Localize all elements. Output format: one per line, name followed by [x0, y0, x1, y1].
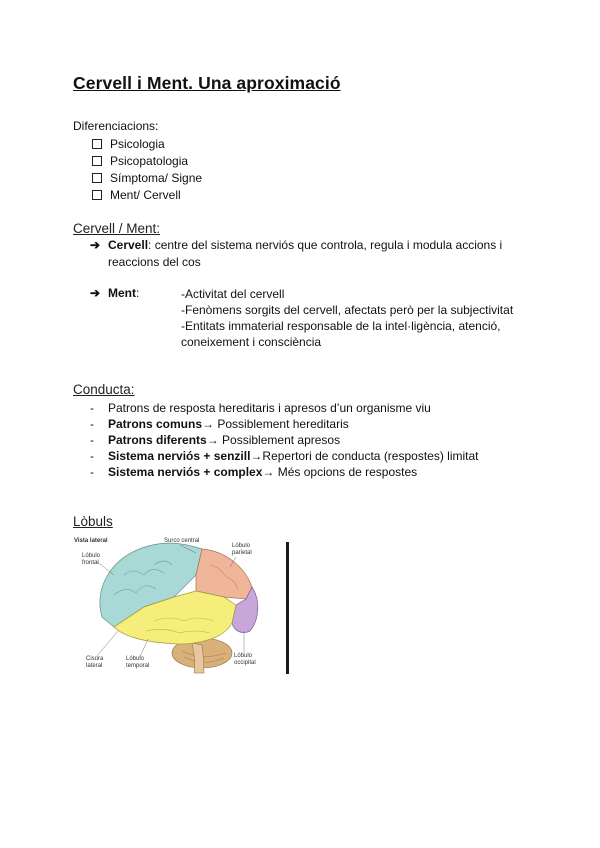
list-item-text: → Possiblement hereditaris [202, 417, 349, 431]
list-item-label: Símptoma/ Signe [110, 171, 203, 185]
cervell-def-line-1: : centre del sistema nerviós que controla, regula i modula accions i [148, 238, 503, 252]
list-item-bold: Patrons comuns [108, 417, 203, 431]
list-item [90, 449, 479, 463]
figure-label-parietal: Lóbulo parietal [232, 543, 252, 556]
figure-label-cisura: Cisura lateral [86, 656, 104, 669]
checkbox-icon [92, 139, 102, 149]
dash-bullet: - [90, 449, 94, 463]
checkbox-icon [92, 173, 102, 183]
list-item-text: →Repertori de conducta (respostes) limitat [250, 449, 479, 463]
checkbox-icon [92, 156, 102, 166]
figure-label-temporal: Lóbulo temporal [126, 656, 150, 669]
list-item [90, 401, 431, 415]
dash-bullet: - [90, 401, 94, 415]
ment-def-line: coneixement i consciència [181, 335, 322, 349]
list-item-bold: Sistema nerviós + senzill [108, 449, 251, 463]
ment-def-line: -Activitat del cervell [181, 287, 285, 301]
list-item-label: Psicopatologia [110, 154, 189, 168]
ment-colon: : [136, 286, 140, 300]
ment-def-line: -Fenòmens sorgits del cervell, afectats però per la subjectivitat [181, 303, 514, 317]
list-item-text: → Possiblement apresos [206, 433, 341, 447]
list-item [90, 417, 349, 431]
image-edge-line [286, 542, 289, 674]
brain-figure [74, 535, 274, 675]
list-item [92, 154, 188, 168]
list-item-bold: Sistema nerviós + complex [108, 465, 263, 479]
section-heading-lobuls: Lòbuls [73, 514, 113, 529]
ment-term: Ment [108, 286, 136, 300]
list-item [92, 188, 181, 202]
dash-bullet: - [90, 465, 94, 479]
list-item-label: Ment/ Cervell [110, 188, 181, 202]
list-item-bold: Patrons diferents [108, 433, 207, 447]
ment-definition [90, 286, 139, 300]
figure-label-surco: Surco central [164, 538, 200, 544]
list-item [90, 465, 417, 479]
figure-label-vista: Vista lateral [74, 538, 108, 544]
cervell-def-line-2: reaccions del cos [108, 255, 201, 269]
list-item-text: → Més opcions de respostes [262, 465, 418, 479]
cervell-term: Cervell [108, 238, 149, 252]
page-title: Cervell i Ment. Una aproximació [73, 73, 341, 93]
cervell-definition [90, 238, 502, 252]
arrow-bullet-icon: ➔ [90, 286, 101, 300]
figure-label-frontal: Lóbulo frontal [82, 553, 101, 566]
arrow-bullet-icon: ➔ [90, 238, 101, 252]
section-heading-cervell-ment: Cervell / Ment: [73, 221, 161, 236]
list-item [92, 171, 202, 185]
list-item-label: Psicologia [110, 137, 165, 151]
section-heading-conducta: Conducta: [73, 382, 135, 397]
figure-label-occipital: Lóbulo occipital [234, 653, 256, 666]
dash-bullet: - [90, 417, 94, 431]
list-item [90, 433, 340, 447]
dash-bullet: - [90, 433, 94, 447]
list-item [92, 137, 165, 151]
checkbox-icon [92, 190, 102, 200]
diferenciacions-label: Diferenciacions: [73, 119, 159, 133]
ment-def-line: -Entitats immaterial responsable de la intel·ligència, atenció, [181, 319, 501, 333]
list-item-text: Patrons de resposta hereditaris i apresos d’un organisme viu [108, 401, 431, 415]
